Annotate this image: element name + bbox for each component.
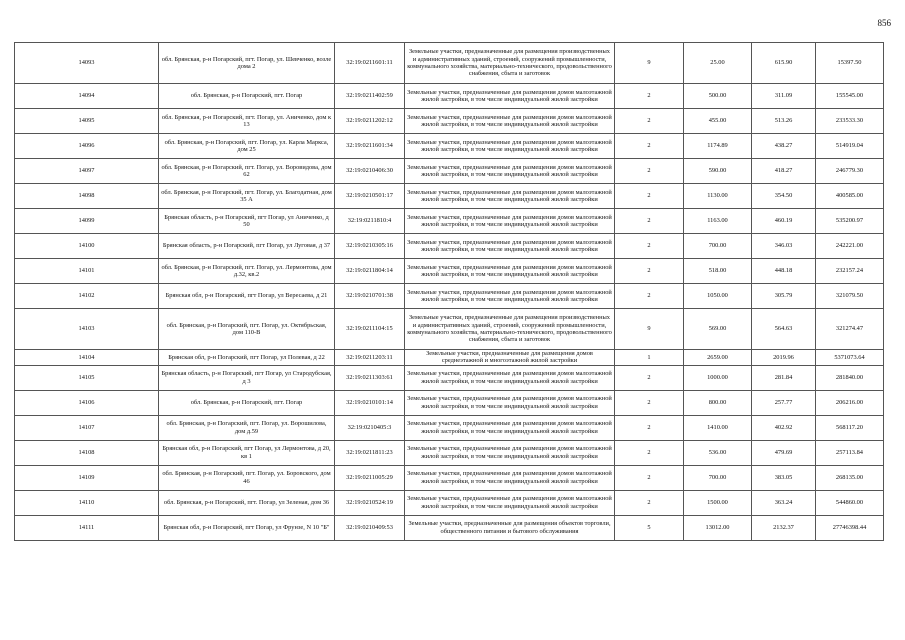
land-use-cell: Земельные участки, предназначенные для размещения домов малоэтажной жилой застройки, в том числе индивидуальной жилой застройки [405, 465, 615, 490]
cadastral-value-cell: 27746398.44 [816, 515, 884, 540]
table-row [15, 440, 884, 465]
cadastral-value-cell: 5371073.64 [816, 350, 884, 366]
specific-value-cell: 346.03 [752, 234, 816, 259]
use-group-cell: 2 [615, 365, 684, 390]
table-row [15, 109, 884, 134]
specific-value-cell: 257.77 [752, 390, 816, 415]
land-use-cell: Земельные участки, предназначенные для размещения производственных и административных зданий, строений, сооружений промышленности, коммунального хозяйства, материально-технического, продовольственного снабжения, сбыта и заготовок [405, 43, 615, 84]
specific-value-cell: 418.27 [752, 159, 816, 184]
use-group-cell: 2 [615, 134, 684, 159]
use-group-cell: 9 [615, 43, 684, 84]
use-group-cell: 2 [615, 234, 684, 259]
address-cell: обл. Брянская, р-н Погарский, пгт. Погар, ул. Лермонтова, дом д.32, кв.2 [159, 259, 335, 284]
area-cell: 1000.00 [684, 365, 752, 390]
land-use-cell: Земельные участки, предназначенные для размещения домов малоэтажной жилой застройки, в том числе индивидуальной жилой застройки [405, 259, 615, 284]
area-cell: 455.00 [684, 109, 752, 134]
area-cell: 25.00 [684, 43, 752, 84]
cadastral-number-cell: 32:19:0210501:17 [335, 184, 405, 209]
address-cell: обл. Брянская, р-н Погарский, пгт. Погар, ул. Карла Маркса, дом 25 [159, 134, 335, 159]
specific-value-cell: 564.63 [752, 309, 816, 350]
cadastral-value-cell: 321274.47 [816, 309, 884, 350]
area-cell: 518.00 [684, 259, 752, 284]
use-group-cell: 5 [615, 515, 684, 540]
cadastral-number-cell: 32:19:0211303:61 [335, 365, 405, 390]
cadastral-value-cell: 514919.04 [816, 134, 884, 159]
land-use-cell: Земельные участки, предназначенные для размещения домов малоэтажной жилой застройки, в том числе индивидуальной жилой застройки [405, 234, 615, 259]
parcel-id-cell: 14102 [15, 284, 159, 309]
specific-value-cell: 460.19 [752, 209, 816, 234]
specific-value-cell: 311.09 [752, 84, 816, 109]
cadastral-number-cell: 32:19:0211810:4 [335, 209, 405, 234]
use-group-cell: 1 [615, 350, 684, 366]
cadastral-value-cell: 268135.00 [816, 465, 884, 490]
land-use-cell: Земельные участки, предназначенные для размещения домов малоэтажной жилой застройки, в том числе индивидуальной жилой застройки [405, 84, 615, 109]
use-group-cell: 2 [615, 390, 684, 415]
cadastral-value-cell: 206216.00 [816, 390, 884, 415]
area-cell: 1050.00 [684, 284, 752, 309]
cadastral-number-cell: 32:19:0210524:19 [335, 490, 405, 515]
specific-value-cell: 354.50 [752, 184, 816, 209]
use-group-cell: 2 [615, 159, 684, 184]
parcel-id-cell: 14096 [15, 134, 159, 159]
specific-value-cell: 383.05 [752, 465, 816, 490]
address-cell: Брянская область, р-н Погарский, пгт Погар, ул Луговая, д 37 [159, 234, 335, 259]
land-use-cell: Земельные участки, предназначенные для размещения домов малоэтажной жилой застройки, в том числе индивидуальной жилой застройки [405, 184, 615, 209]
address-cell: обл. Брянская, р-н Погарский, пгт. Погар, ул. Октябрьская, дом 110-В [159, 309, 335, 350]
parcel-id-cell: 14104 [15, 350, 159, 366]
table-row [15, 365, 884, 390]
area-cell: 13012.00 [684, 515, 752, 540]
cadastral-value-cell: 233533.30 [816, 109, 884, 134]
address-cell: обл. Брянская, р-н Погарский, пгт. Погар, ул. Шевченко, возле дома 2 [159, 43, 335, 84]
cadastral-value-cell: 321079.50 [816, 284, 884, 309]
parcel-id-cell: 14105 [15, 365, 159, 390]
table-row [15, 134, 884, 159]
address-cell: обл. Брянская, р-н Погарский, пгт. Погар, ул Зеленая, дом 36 [159, 490, 335, 515]
page-number: 856 [877, 18, 891, 28]
table-row [15, 415, 884, 440]
table-row [15, 184, 884, 209]
land-registry-table [14, 42, 884, 541]
land-use-cell: Земельные участки, предназначенные для размещения домов малоэтажной жилой застройки, в том числе индивидуальной жилой застройки [405, 109, 615, 134]
parcel-id-cell: 14103 [15, 309, 159, 350]
cadastral-number-cell: 32:19:0210305:16 [335, 234, 405, 259]
cadastral-number-cell: 32:19:0211402:59 [335, 84, 405, 109]
specific-value-cell: 402.92 [752, 415, 816, 440]
land-use-cell: Земельные участки, предназначенные для размещения производственных и административных зданий, строений, сооружений промышленности, коммунального хозяйства, материально-технического, продовольственного снабжения, сбыта и заготовок [405, 309, 615, 350]
area-cell: 1130.00 [684, 184, 752, 209]
parcel-id-cell: 14111 [15, 515, 159, 540]
area-cell: 569.00 [684, 309, 752, 350]
use-group-cell: 2 [615, 209, 684, 234]
address-cell: Брянская обл, р-н Погарский, пгт Погар, ул Полевая, д 22 [159, 350, 335, 366]
address-cell: Брянская область, р-н Погарский, пгт Погар, ул Аниченко, д 50 [159, 209, 335, 234]
address-cell: обл. Брянская, р-н Погарский, пгт. Погар, ул. Аниченко, дом к 13 [159, 109, 335, 134]
use-group-cell: 2 [615, 184, 684, 209]
parcel-id-cell: 14110 [15, 490, 159, 515]
parcel-id-cell: 14093 [15, 43, 159, 84]
table-row [15, 390, 884, 415]
land-use-cell: Земельные участки, предназначенные для размещения домов малоэтажной жилой застройки, в том числе индивидуальной жилой застройки [405, 209, 615, 234]
address-cell: обл. Брянская, р-н Погарский, пгт. Погар, ул. Боровского, дом 46 [159, 465, 335, 490]
specific-value-cell: 281.84 [752, 365, 816, 390]
use-group-cell: 2 [615, 84, 684, 109]
table-row [15, 284, 884, 309]
parcel-id-cell: 14108 [15, 440, 159, 465]
area-cell: 2659.00 [684, 350, 752, 366]
area-cell: 1174.89 [684, 134, 752, 159]
table-row [15, 234, 884, 259]
cadastral-number-cell: 32:19:0211804:14 [335, 259, 405, 284]
use-group-cell: 2 [615, 109, 684, 134]
table-row [15, 84, 884, 109]
parcel-id-cell: 14109 [15, 465, 159, 490]
address-cell: обл. Брянская, р-н Погарский, пгт. Погар [159, 84, 335, 109]
cadastral-number-cell: 32:19:0210409:53 [335, 515, 405, 540]
cadastral-value-cell: 242221.00 [816, 234, 884, 259]
parcel-id-cell: 14101 [15, 259, 159, 284]
land-use-cell: Земельные участки, предназначенные для размещения домов малоэтажной жилой застройки, в том числе индивидуальной жилой застройки [405, 390, 615, 415]
address-cell: Брянская обл, р-н Погарский, пгт Погар, ул Вересаева, д 21 [159, 284, 335, 309]
land-use-cell: Земельные участки, предназначенные для размещения домов малоэтажной жилой застройки, в том числе индивидуальной жилой застройки [405, 134, 615, 159]
use-group-cell: 9 [615, 309, 684, 350]
table-row [15, 515, 884, 540]
specific-value-cell: 305.79 [752, 284, 816, 309]
specific-value-cell: 513.26 [752, 109, 816, 134]
parcel-id-cell: 14099 [15, 209, 159, 234]
address-cell: Брянская обл, р-н Погарский, пгт Погар, ул Фрунзе, N 10 "Б" [159, 515, 335, 540]
parcel-id-cell: 14094 [15, 84, 159, 109]
address-cell: обл. Брянская, р-н Погарский, пгт. Погар [159, 390, 335, 415]
cadastral-value-cell: 568117.20 [816, 415, 884, 440]
cadastral-number-cell: 32:19:0211104:15 [335, 309, 405, 350]
table-row [15, 465, 884, 490]
cadastral-value-cell: 281840.00 [816, 365, 884, 390]
cadastral-number-cell: 32:19:0210701:38 [335, 284, 405, 309]
parcel-id-cell: 14106 [15, 390, 159, 415]
table-row [15, 209, 884, 234]
land-use-cell: Земельные участки, предназначенные для размещения домов малоэтажной жилой застройки, в том числе индивидуальной жилой застройки [405, 159, 615, 184]
cadastral-number-cell: 32:19:0210101:14 [335, 390, 405, 415]
cadastral-number-cell: 32:19:0210406:30 [335, 159, 405, 184]
area-cell: 700.00 [684, 465, 752, 490]
address-cell: Брянская область, р-н Погарский, пгт Погар, ул Стародубская, д 3 [159, 365, 335, 390]
address-cell: обл. Брянская, р-н Погарский, пгт. Погар, ул. Ворошилова, дом д.59 [159, 415, 335, 440]
parcel-id-cell: 14100 [15, 234, 159, 259]
table-row [15, 43, 884, 84]
parcel-id-cell: 14097 [15, 159, 159, 184]
cadastral-value-cell: 544860.00 [816, 490, 884, 515]
cadastral-value-cell: 257113.84 [816, 440, 884, 465]
cadastral-value-cell: 15397.50 [816, 43, 884, 84]
parcel-id-cell: 14107 [15, 415, 159, 440]
address-cell: Брянская обл, р-н Погарский, пгт Погар, ул Лермонтова, д 20, кв 1 [159, 440, 335, 465]
table-row [15, 309, 884, 350]
land-use-cell: Земельные участки, предназначенные для размещения домов малоэтажной жилой застройки, в том числе индивидуальной жилой застройки [405, 490, 615, 515]
specific-value-cell: 2132.37 [752, 515, 816, 540]
parcel-id-cell: 14098 [15, 184, 159, 209]
cadastral-value-cell: 246779.30 [816, 159, 884, 184]
cadastral-number-cell: 32:19:0211601:34 [335, 134, 405, 159]
area-cell: 1410.00 [684, 415, 752, 440]
table-row [15, 350, 884, 366]
parcel-id-cell: 14095 [15, 109, 159, 134]
use-group-cell: 2 [615, 284, 684, 309]
cadastral-value-cell: 535200.97 [816, 209, 884, 234]
cadastral-number-cell: 32:19:0211811:23 [335, 440, 405, 465]
use-group-cell: 2 [615, 440, 684, 465]
address-cell: обл. Брянская, р-н Погарский, пгт. Погар, ул. Благодатная, дом 35 А [159, 184, 335, 209]
cadastral-number-cell: 32:19:0211005:29 [335, 465, 405, 490]
specific-value-cell: 615.90 [752, 43, 816, 84]
area-cell: 1500.00 [684, 490, 752, 515]
specific-value-cell: 363.24 [752, 490, 816, 515]
area-cell: 800.00 [684, 390, 752, 415]
land-use-cell: Земельные участки, предназначенные для размещения объектов торговли, общественного питания и бытового обслуживания [405, 515, 615, 540]
specific-value-cell: 2019.96 [752, 350, 816, 366]
land-use-cell: Земельные участки, предназначенные для размещения домов малоэтажной жилой застройки, в том числе индивидуальной жилой застройки [405, 440, 615, 465]
address-cell: обл. Брянская, р-н Погарский, пгт. Погар, ул. Воровидова, дом 62 [159, 159, 335, 184]
land-use-cell: Земельные участки, предназначенные для размещения домов малоэтажной жилой застройки, в том числе индивидуальной жилой застройки [405, 365, 615, 390]
cadastral-value-cell: 155545.00 [816, 84, 884, 109]
use-group-cell: 2 [615, 259, 684, 284]
cadastral-number-cell: 32:19:0211202:12 [335, 109, 405, 134]
cadastral-value-cell: 400585.00 [816, 184, 884, 209]
use-group-cell: 2 [615, 415, 684, 440]
table-row [15, 159, 884, 184]
use-group-cell: 2 [615, 465, 684, 490]
table-row [15, 259, 884, 284]
specific-value-cell: 448.18 [752, 259, 816, 284]
area-cell: 1163.00 [684, 209, 752, 234]
land-use-cell: Земельные участки, предназначенные для размещения домов среднеэтажной и многоэтажной жилой застройки [405, 350, 615, 366]
area-cell: 500.00 [684, 84, 752, 109]
table-row [15, 490, 884, 515]
area-cell: 700.00 [684, 234, 752, 259]
land-use-cell: Земельные участки, предназначенные для размещения домов малоэтажной жилой застройки, в том числе индивидуальной жилой застройки [405, 415, 615, 440]
cadastral-number-cell: 32:19:0211203:11 [335, 350, 405, 366]
cadastral-number-cell: 32:19:0211601:11 [335, 43, 405, 84]
land-use-cell: Земельные участки, предназначенные для размещения домов малоэтажной жилой застройки, в том числе индивидуальной жилой застройки [405, 284, 615, 309]
cadastral-number-cell: 32:19:0210405:3 [335, 415, 405, 440]
specific-value-cell: 438.27 [752, 134, 816, 159]
use-group-cell: 2 [615, 490, 684, 515]
cadastral-value-cell: 232157.24 [816, 259, 884, 284]
area-cell: 536.00 [684, 440, 752, 465]
specific-value-cell: 479.69 [752, 440, 816, 465]
area-cell: 590.00 [684, 159, 752, 184]
